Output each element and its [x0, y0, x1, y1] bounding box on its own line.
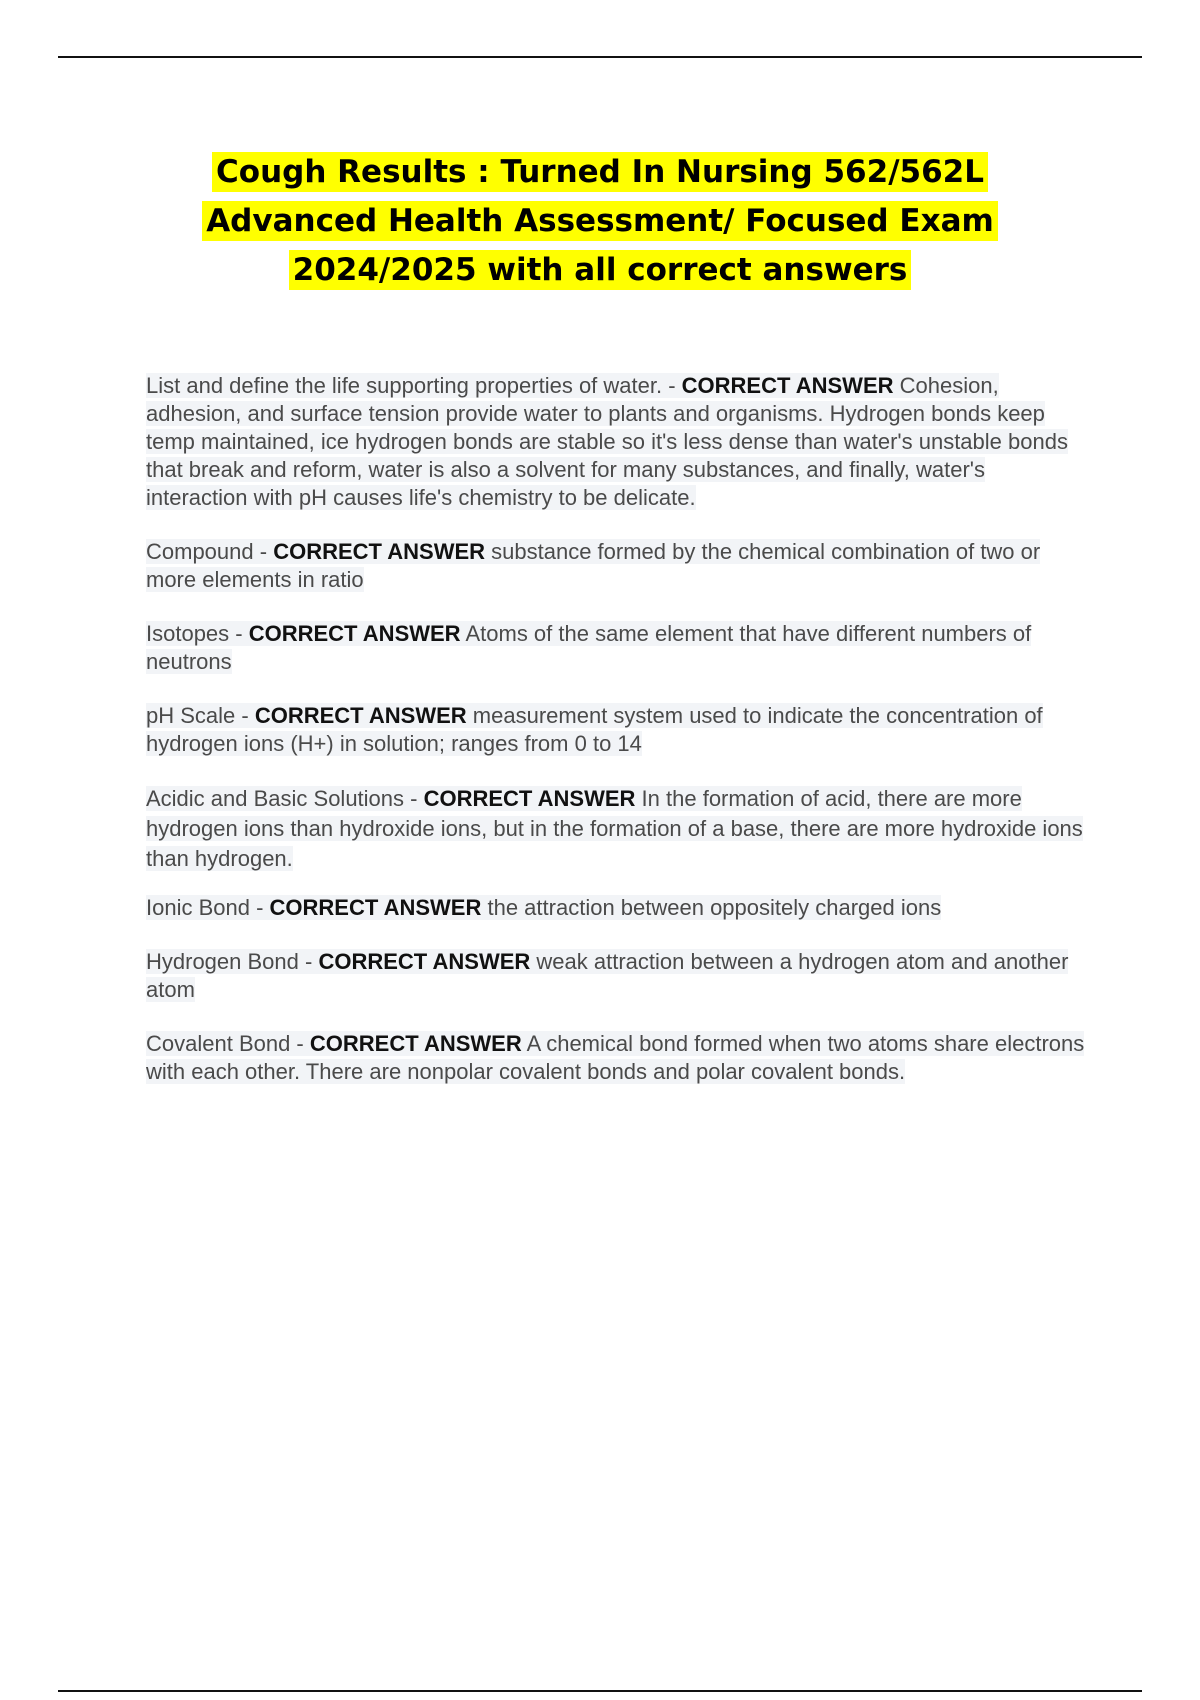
- qa-answer: measurement system used to indicate the concentration of hydrogen ions (H+) in solution; ranges from 0 to 14: [146, 703, 1043, 756]
- qa-item-hydrogen-bond: [146, 948, 1088, 1004]
- qa-answer: substance formed by the chemical combination of two or more elements in ratio: [146, 539, 1041, 592]
- correct-answer-label: CORRECT ANSWER: [318, 949, 531, 974]
- page-title: [130, 148, 1070, 295]
- qa-term: List and define the life supporting properties of water. -: [146, 373, 682, 398]
- qa-item-ionic-bond: [146, 894, 1088, 922]
- qa-term: Compound -: [146, 539, 274, 564]
- correct-answer-label: CORRECT ANSWER: [309, 1031, 522, 1056]
- qa-answer: weak attraction between a hydrogen atom and another atom: [146, 949, 1069, 1002]
- footer-rule: [58, 1690, 1142, 1692]
- correct-answer-label: CORRECT ANSWER: [681, 373, 894, 398]
- qa-item-compound: [146, 538, 1088, 594]
- qa-term: pH Scale -: [146, 703, 255, 728]
- title-highlight: Cough Results : Turned In Nursing 562/562L Advanced Health Assessment/ Focused Exam 2024/2025 with all correct answers: [202, 152, 998, 290]
- qa-list: [146, 372, 1088, 1112]
- correct-answer-label: CORRECT ANSWER: [273, 539, 486, 564]
- correct-answer-label: CORRECT ANSWER: [248, 621, 461, 646]
- qa-term: Hydrogen Bond -: [146, 949, 319, 974]
- qa-term: Isotopes -: [146, 621, 249, 646]
- correct-answer-label: CORRECT ANSWER: [423, 786, 636, 811]
- qa-item-ph-scale: [146, 702, 1088, 758]
- qa-answer: Cohesion, adhesion, and surface tension provide water to plants and organisms. Hydrogen bonds keep temp maintained, ice hydrogen bonds are stable so it's less dense than water's unstable bonds that break and reform, water is also a solvent for many substances, and finally, water's interaction with pH causes life's chemistry to be delicate.: [146, 373, 1068, 510]
- qa-item-acidic-basic: [146, 784, 1088, 874]
- qa-term: Acidic and Basic Solutions -: [146, 786, 424, 811]
- qa-term: Covalent Bond -: [146, 1031, 310, 1056]
- qa-item-water-properties: [146, 372, 1088, 512]
- qa-answer: the attraction between oppositely charged ions: [481, 895, 942, 920]
- qa-term: Ionic Bond -: [146, 895, 270, 920]
- qa-item-isotopes: [146, 620, 1088, 676]
- correct-answer-label: CORRECT ANSWER: [254, 703, 467, 728]
- qa-item-covalent-bond: [146, 1030, 1088, 1086]
- qa-answer: Atoms of the same element that have different numbers of neutrons: [146, 621, 1032, 674]
- header-rule: [58, 56, 1142, 58]
- correct-answer-label: CORRECT ANSWER: [269, 895, 482, 920]
- qa-answer: A chemical bond formed when two atoms share electrons with each other. There are nonpolar covalent bonds and polar covalent bonds.: [146, 1031, 1085, 1084]
- qa-answer: In the formation of acid, there are more hydrogen ions than hydroxide ions, but in the formation of a base, there are more hydroxide ions than hydrogen.: [146, 786, 1083, 871]
